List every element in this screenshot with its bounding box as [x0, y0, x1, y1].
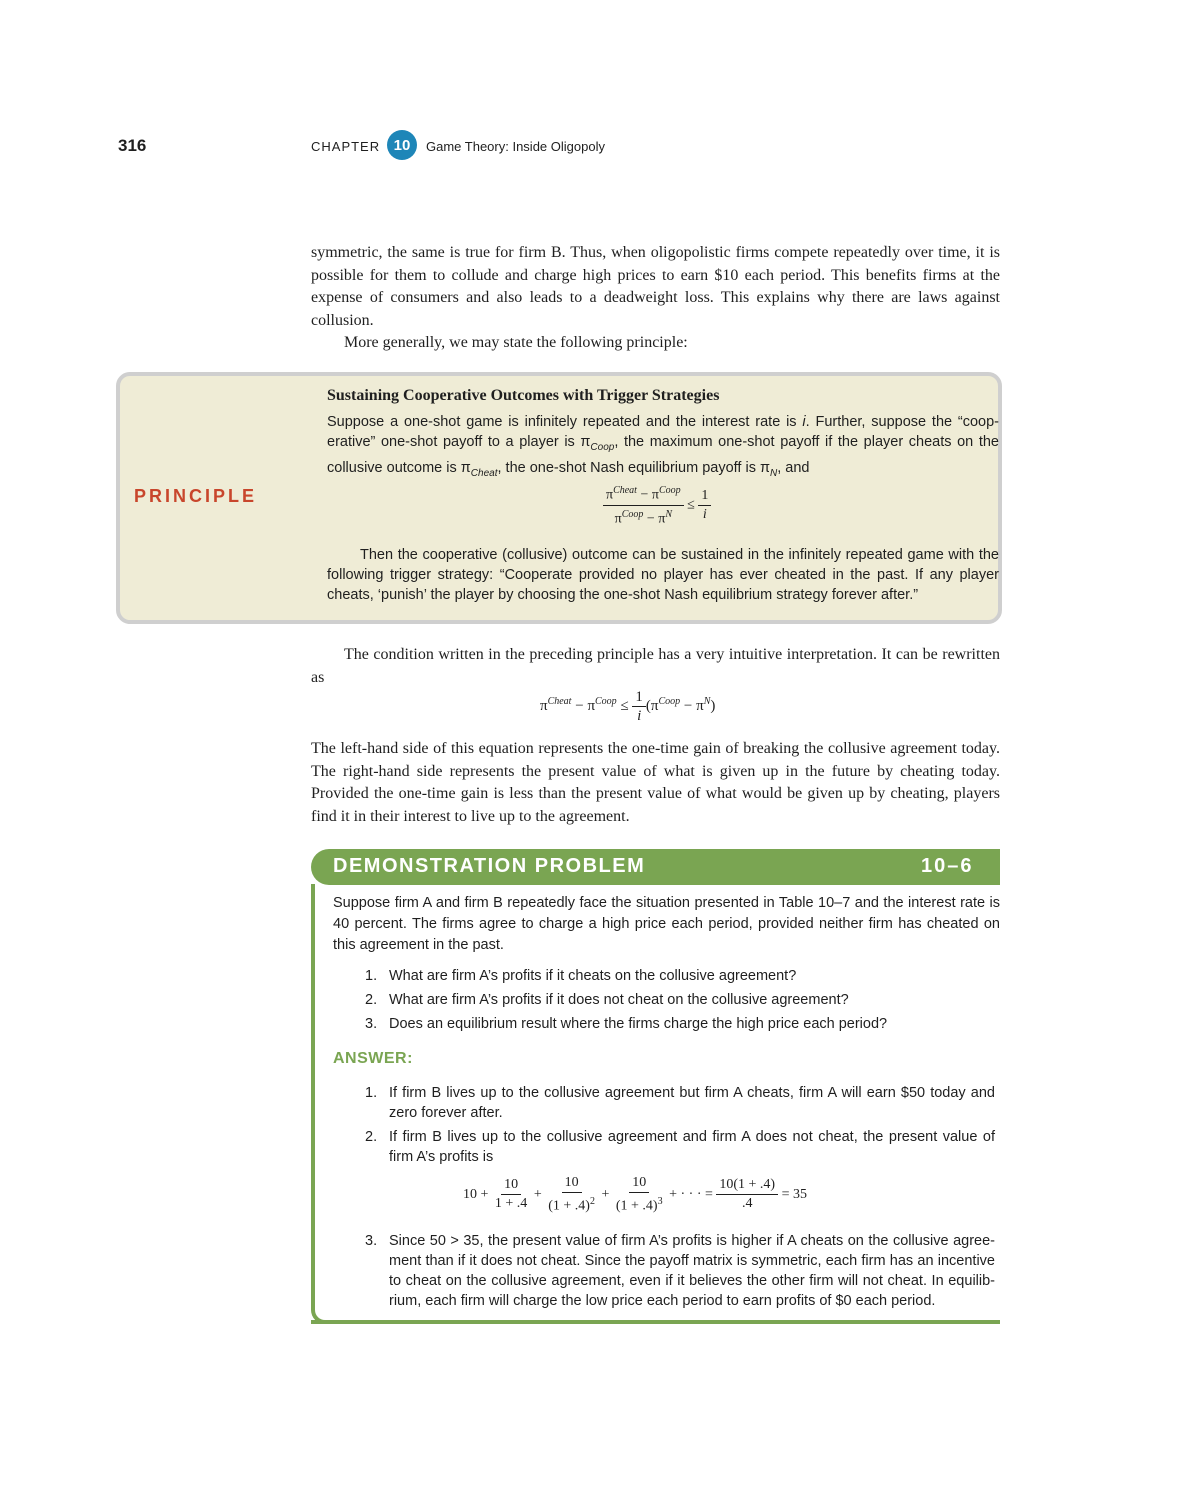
list-item: 1. What are firm A’s profits if it cheats on the collusive agreement?: [365, 968, 797, 984]
list-item: 1. If firm B lives up to the collusive agreement but firm A cheats, firm A will earn $50 today and zero forever after.: [365, 1085, 995, 1121]
intro-paragraph: symmetric, the same is true for firm B. Thus, when oligopolistic firms compete repeatedly over time, it is possible for them to collude and charge high prices to earn $10 each period. This benefits firms at the expense of consumers and also leads to a deadweight loss. This explains why there are laws against collusion.: [311, 244, 1000, 329]
intro-text: [311, 242, 1000, 355]
chapter-number-badge: 10: [387, 130, 417, 160]
list-item: 2. If firm B lives up to the collusive agreement and firm A does not cheat, the present value of firm A’s profits is: [365, 1129, 995, 1165]
principle-conclusion: Then the cooperative (collusive) outcome can be sustained in the infinitely repeated game with the following trigger strategy: “Cooperate provided no player has ever cheated in the past. If any player cheats, ‘punish’ the player by choosing the one-shot Nash equilibrium strategy forever after.”: [327, 547, 999, 603]
demo-title: DEMONSTRATION PROBLEM: [333, 855, 646, 877]
demo-number: 10–6: [921, 855, 974, 877]
principle-statement: Suppose a one-shot game is infinitely repeated and the interest rate is i. Further, suppose the “coop-erative” one-shot payoff to a player is $\pi_{Coop}$, the maximum one-shot payoff if the player cheats on the collusive outcome is $\pi_{Cheat}$, the one-shot Nash equilibrium payoff is $\pi_N$, and: [327, 414, 1000, 479]
present-value-equation: 10 + $\frac{10}{1 + .4}$ + $\frac{10}{(1 + .4)^2}$ + $\frac{10}{(1 + .4)^3}$ + · · · = $\frac{10(1 + .4)}{.4}$ = 35: [463, 1175, 808, 1214]
interpretation-explanation: The left-hand side of this equation represents the one-time gain of breaking the collusive agreement today. The right-hand side represents the present value of what is given up in the future by cheating today. Provided the one-time gain is less than the present value of what would be given up by cheating, players find it in their interest to live up to the agreement.: [311, 740, 1000, 825]
page-number: 316: [118, 136, 147, 155]
principle-condition: $\frac{\pi^{Cheat} - \pi^{Coop}}{\pi^{Coop} - \pi^N}$ ≤ $\frac{1}{i}$: [603, 482, 711, 528]
intro-lead-in: More generally, we may state the following principle:: [344, 334, 688, 351]
list-item: 3. Since 50 > 35, the present value of firm A’s profits is higher if A cheats on the collusive agree-ment than if it does not cheat. Since the payoff matrix is symmetric, each firm has an incentive to cheat on the collusive agreement, even if it believes the other firm will not cheat. In equilib-rium, each firm will charge the low price each period to earn profits of $0 each period.: [365, 1233, 995, 1309]
principle-title: Sustaining Cooperative Outcomes with Trigger Strategies: [327, 387, 720, 404]
chapter-label: CHAPTER: [311, 139, 381, 154]
list-item: 2. What are firm A’s profits if it does not cheat on the collusive agreement?: [365, 992, 849, 1008]
demo-border-bottom: [311, 1320, 1000, 1324]
demo-prompt: Suppose firm A and firm B repeatedly face the situation presented in Table 10–7 and the interest rate is 40 percent. The firms agree to charge a high price each period, provided neither firm has cheated on this agreement in the past.: [333, 895, 1000, 953]
principle-label: PRINCIPLE: [134, 486, 258, 506]
chapter-title: Game Theory: Inside Oligopoly: [426, 139, 605, 154]
list-item: 3. Does an equilibrium result where the firms charge the high price each period?: [365, 1016, 888, 1032]
rewritten-condition: $\pi^{Cheat} - \pi^{Coop}$ ≤ $\frac{1}{i}$ $(\pi^{Coop} - \pi^N)$: [540, 689, 716, 724]
interpretation-paragraph: The condition written in the preceding principle has a very intuitive interpretation. It can be rewritten as: [311, 646, 1000, 686]
answer-label: ANSWER:: [333, 1050, 413, 1067]
